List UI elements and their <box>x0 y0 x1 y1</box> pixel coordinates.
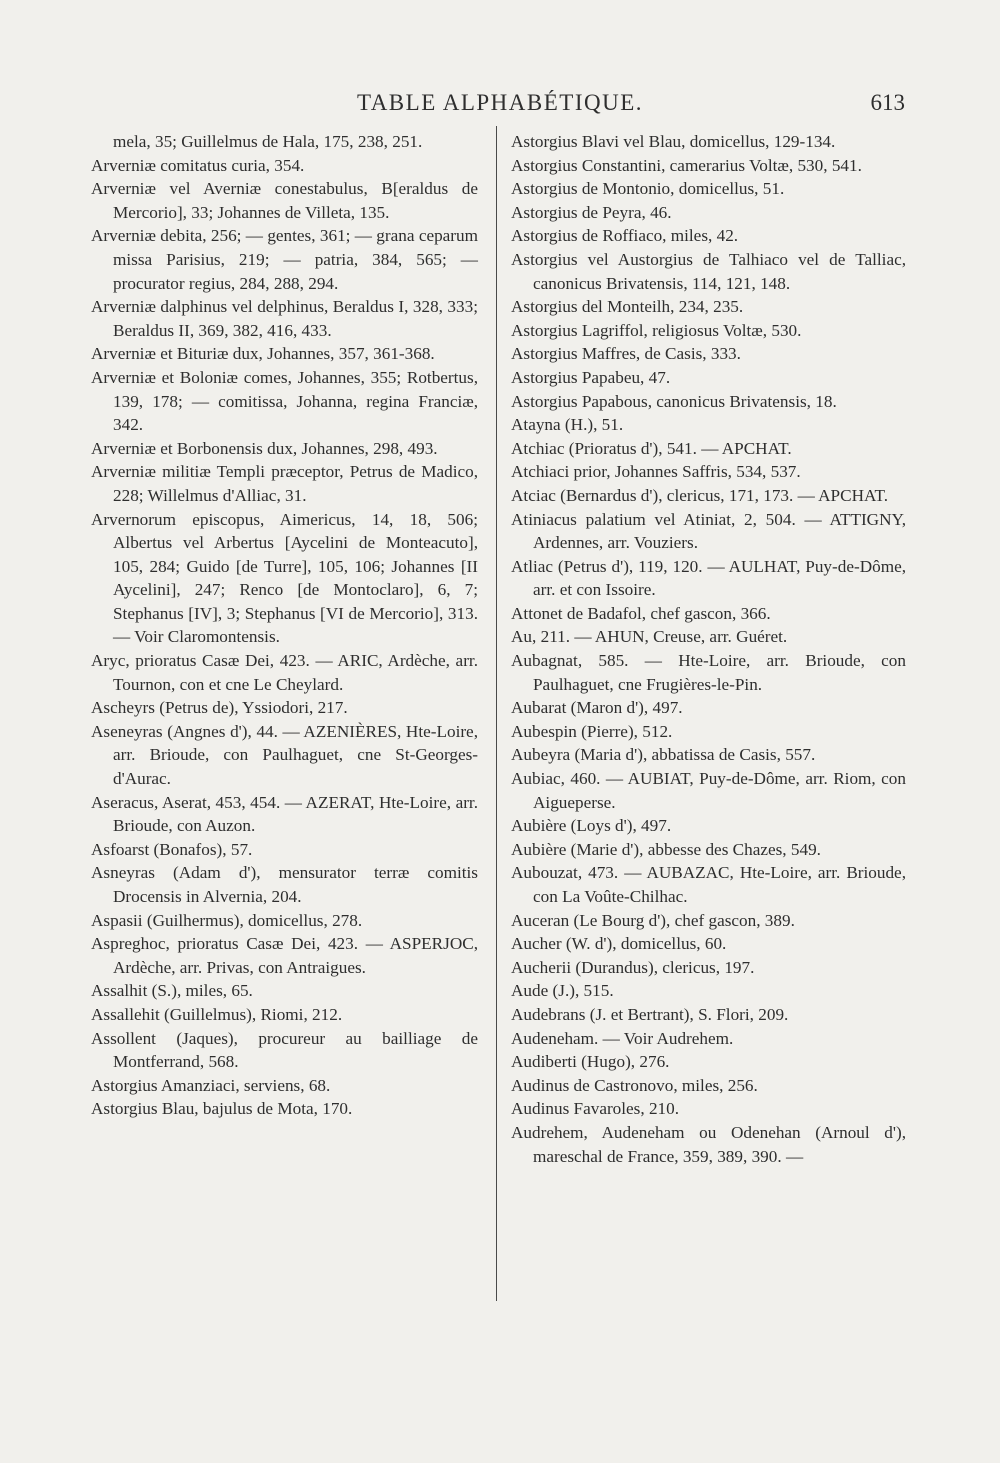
index-entry: Astorgius de Roffiaco, miles, 42. <box>511 226 739 246</box>
index-entry: Aucherii (Durandus), clericus, 197. <box>511 957 755 977</box>
index-entry: Astorgius Papabeu, 47. <box>511 367 671 387</box>
index-entry: Aryc, prioratus Casæ Dei, 423. — ARIC, Ardèche, arr. Tournon, con et cne Le Cheylard. <box>91 651 478 694</box>
index-entry: Arverniæ vel Averniæ conestabulus, B[eraldus de Mercorio], 33; Johannes de Villeta, 135. <box>91 179 478 222</box>
index-entry: Arverniæ et Boloniæ comes, Johannes, 355; Rotbertus, 139, 178; — comitissa, Johanna, regina Franciæ, 342. <box>91 367 478 435</box>
index-entry: Astorgius Papabous, canonicus Brivatensis, 18. <box>511 391 837 411</box>
index-entry: Aubarat (Maron d'), 497. <box>511 698 683 718</box>
index-entry: Astorgius Constantini, camerarius Voltæ, 530, 541. <box>511 155 862 175</box>
index-entry: Atchiaci prior, Johannes Saffris, 534, 537. <box>511 462 801 482</box>
index-entry: Audeneham. — Voir Audrehem. <box>511 1028 734 1048</box>
index-entry: Asneyras (Adam d'), mensurator terræ comitis Drocensis in Alvernia, 204. <box>91 863 478 906</box>
page-header <box>95 90 905 124</box>
index-entry: Audebrans (J. et Bertrant), S. Flori, 209. <box>511 1004 789 1024</box>
index-entry: Ascheyrs (Petrus de), Yssiodori, 217. <box>91 698 348 718</box>
running-title: TABLE ALPHABÉTIQUE. <box>356 90 644 115</box>
index-entry: mela, 35; Guillelmus de Hala, 175, 238, 251. <box>113 132 423 151</box>
index-entry: Arverniæ et Borbonensis dux, Johannes, 298, 493. <box>91 438 438 458</box>
index-entry: Arverniæ et Bituriæ dux, Johannes, 357, 361-368. <box>91 344 435 364</box>
index-entry: Atayna (H.), 51. <box>511 415 624 435</box>
index-entry: Astorgius de Montonio, domicellus, 51. <box>511 179 785 199</box>
index-entry: Arverniæ dalphinus vel delphinus, Beraldus I, 328, 333; Beraldus II, 369, 382, 416, 433. <box>91 297 478 340</box>
index-entry: Atchiac (Prioratus d'), 541. — APCHAT. <box>511 438 792 458</box>
index-entry: Audrehem, Audeneham ou Odenehan (Arnoul d'), mareschal de France, 359, 389, 390. — <box>511 1122 906 1166</box>
index-entry: Attonet de Badafol, chef gascon, 366. <box>511 603 771 623</box>
right-column <box>511 130 906 1168</box>
index-entry: Aubespin (Pierre), 512. <box>511 721 673 741</box>
index-entry: Aucher (W. d'), domicellus, 60. <box>511 934 727 954</box>
index-entry: Atiniacus palatium vel Atiniat, 2, 504. — ATTIGNY, Ardennes, arr. Vouziers. <box>511 509 906 553</box>
index-entry: Aubière (Marie d'), abbesse des Chazes, 549. <box>511 839 821 859</box>
index-entry: Aseneyras (Angnes d'), 44. — AZENIÈRES, Hte-Loire, arr. Brioude, con Paulhaguet, cne St-Georges-d'Aurac. <box>91 721 478 789</box>
index-entry: Assollent (Jaques), procureur au bailliage de Montferrand, 568. <box>91 1028 478 1072</box>
index-entry: Aubiac, 460. — AUBIAT, Puy-de-Dôme, arr. Riom, con Aigueperse. <box>511 769 906 812</box>
index-entry: Astorgius Blavi vel Blau, domicellus, 129-134. <box>511 132 836 151</box>
index-entry: Arverniæ debita, 256; — gentes, 361; — grana ceparum missa Parisius, 219; — patria, 384, 565; — procurator regius, 284, 288, 294. <box>91 226 478 293</box>
index-entry: Arverniæ militiæ Templi præceptor, Petrus de Madico, 228; Willelmus d'Alliac, 31. <box>91 462 478 505</box>
index-entry: Aspreghoc, prioratus Casæ Dei, 423. — ASPERJOC, Ardèche, arr. Privas, con Antraigues. <box>91 934 478 977</box>
index-entry: Astorgius Blau, bajulus de Mota, 170. <box>91 1099 353 1119</box>
index-entry: Astorgius Maffres, de Casis, 333. <box>511 344 741 364</box>
index-entry: Audinus Favaroles, 210. <box>511 1099 680 1119</box>
index-entry: Astorgius Lagriffol, religiosus Voltæ, 530. <box>511 320 802 340</box>
column-divider <box>496 126 497 1301</box>
index-entry: Assalhit (S.), miles, 65. <box>91 981 253 1001</box>
left-column <box>91 130 478 1121</box>
index-entry: Auceran (Le Bourg d'), chef gascon, 389. <box>511 910 795 930</box>
index-entry: Asfoarst (Bonafos), 57. <box>91 839 253 859</box>
index-entry: Aude (J.), 515. <box>511 981 614 1001</box>
index-entry: Au, 211. — AHUN, Creuse, arr. Guéret. <box>511 627 788 647</box>
page-number: 613 <box>870 90 905 115</box>
index-entry: Aubouzat, 473. — AUBAZAC, Hte-Loire, arr. Brioude, con La Voûte-Chilhac. <box>511 863 906 906</box>
index-entry: Audiberti (Hugo), 276. <box>511 1052 670 1072</box>
index-entry: Astorgius de Peyra, 46. <box>511 202 672 222</box>
index-entry: Aubagnat, 585. — Hte-Loire, arr. Brioude, con Paulhaguet, cne Frugières-le-Pin. <box>511 651 906 694</box>
index-entry: Audinus de Castronovo, miles, 256. <box>511 1075 758 1095</box>
index-entry: Astorgius Amanziaci, serviens, 68. <box>91 1075 331 1095</box>
index-entry: Astorgius del Monteilh, 234, 235. <box>511 297 744 317</box>
index-entry: Arverniæ comitatus curia, 354. <box>91 155 305 175</box>
index-entry: Arvernorum episcopus, Aimericus, 14, 18, 506; Albertus vel Arbertus [Aycelini de Monteacuto], 105, 284; Guido [de Turre], 105, 106; Johannes [II Aycelini], 247; Renco [de Montoclaro], 6, 7; Stephanus [IV], 3; Stephanus [VI de Mercorio], 313. — Voir Claromontensis. <box>91 509 478 647</box>
index-entry: Aspasii (Guilhermus), domicellus, 278. <box>91 910 363 930</box>
index-entry: Atliac (Petrus d'), 119, 120. — AULHAT, Puy-de-Dôme, arr. et con Issoire. <box>511 556 906 600</box>
index-entry: Aubeyra (Maria d'), abbatissa de Casis, 557. <box>511 745 816 765</box>
index-entry: Astorgius vel Austorgius de Talhiaco vel de Talliac, canonicus Brivatensis, 114, 121, 148. <box>511 249 906 293</box>
index-entry: Assallehit (Guillelmus), Riomi, 212. <box>91 1004 343 1024</box>
index-entry: Aseracus, Aserat, 453, 454. — AZERAT, Hte-Loire, arr. Brioude, con Auzon. <box>91 792 478 836</box>
index-entry: Aubière (Loys d'), 497. <box>511 816 672 836</box>
index-entry: Atciac (Bernardus d'), clericus, 171, 173. — APCHAT. <box>511 485 889 505</box>
